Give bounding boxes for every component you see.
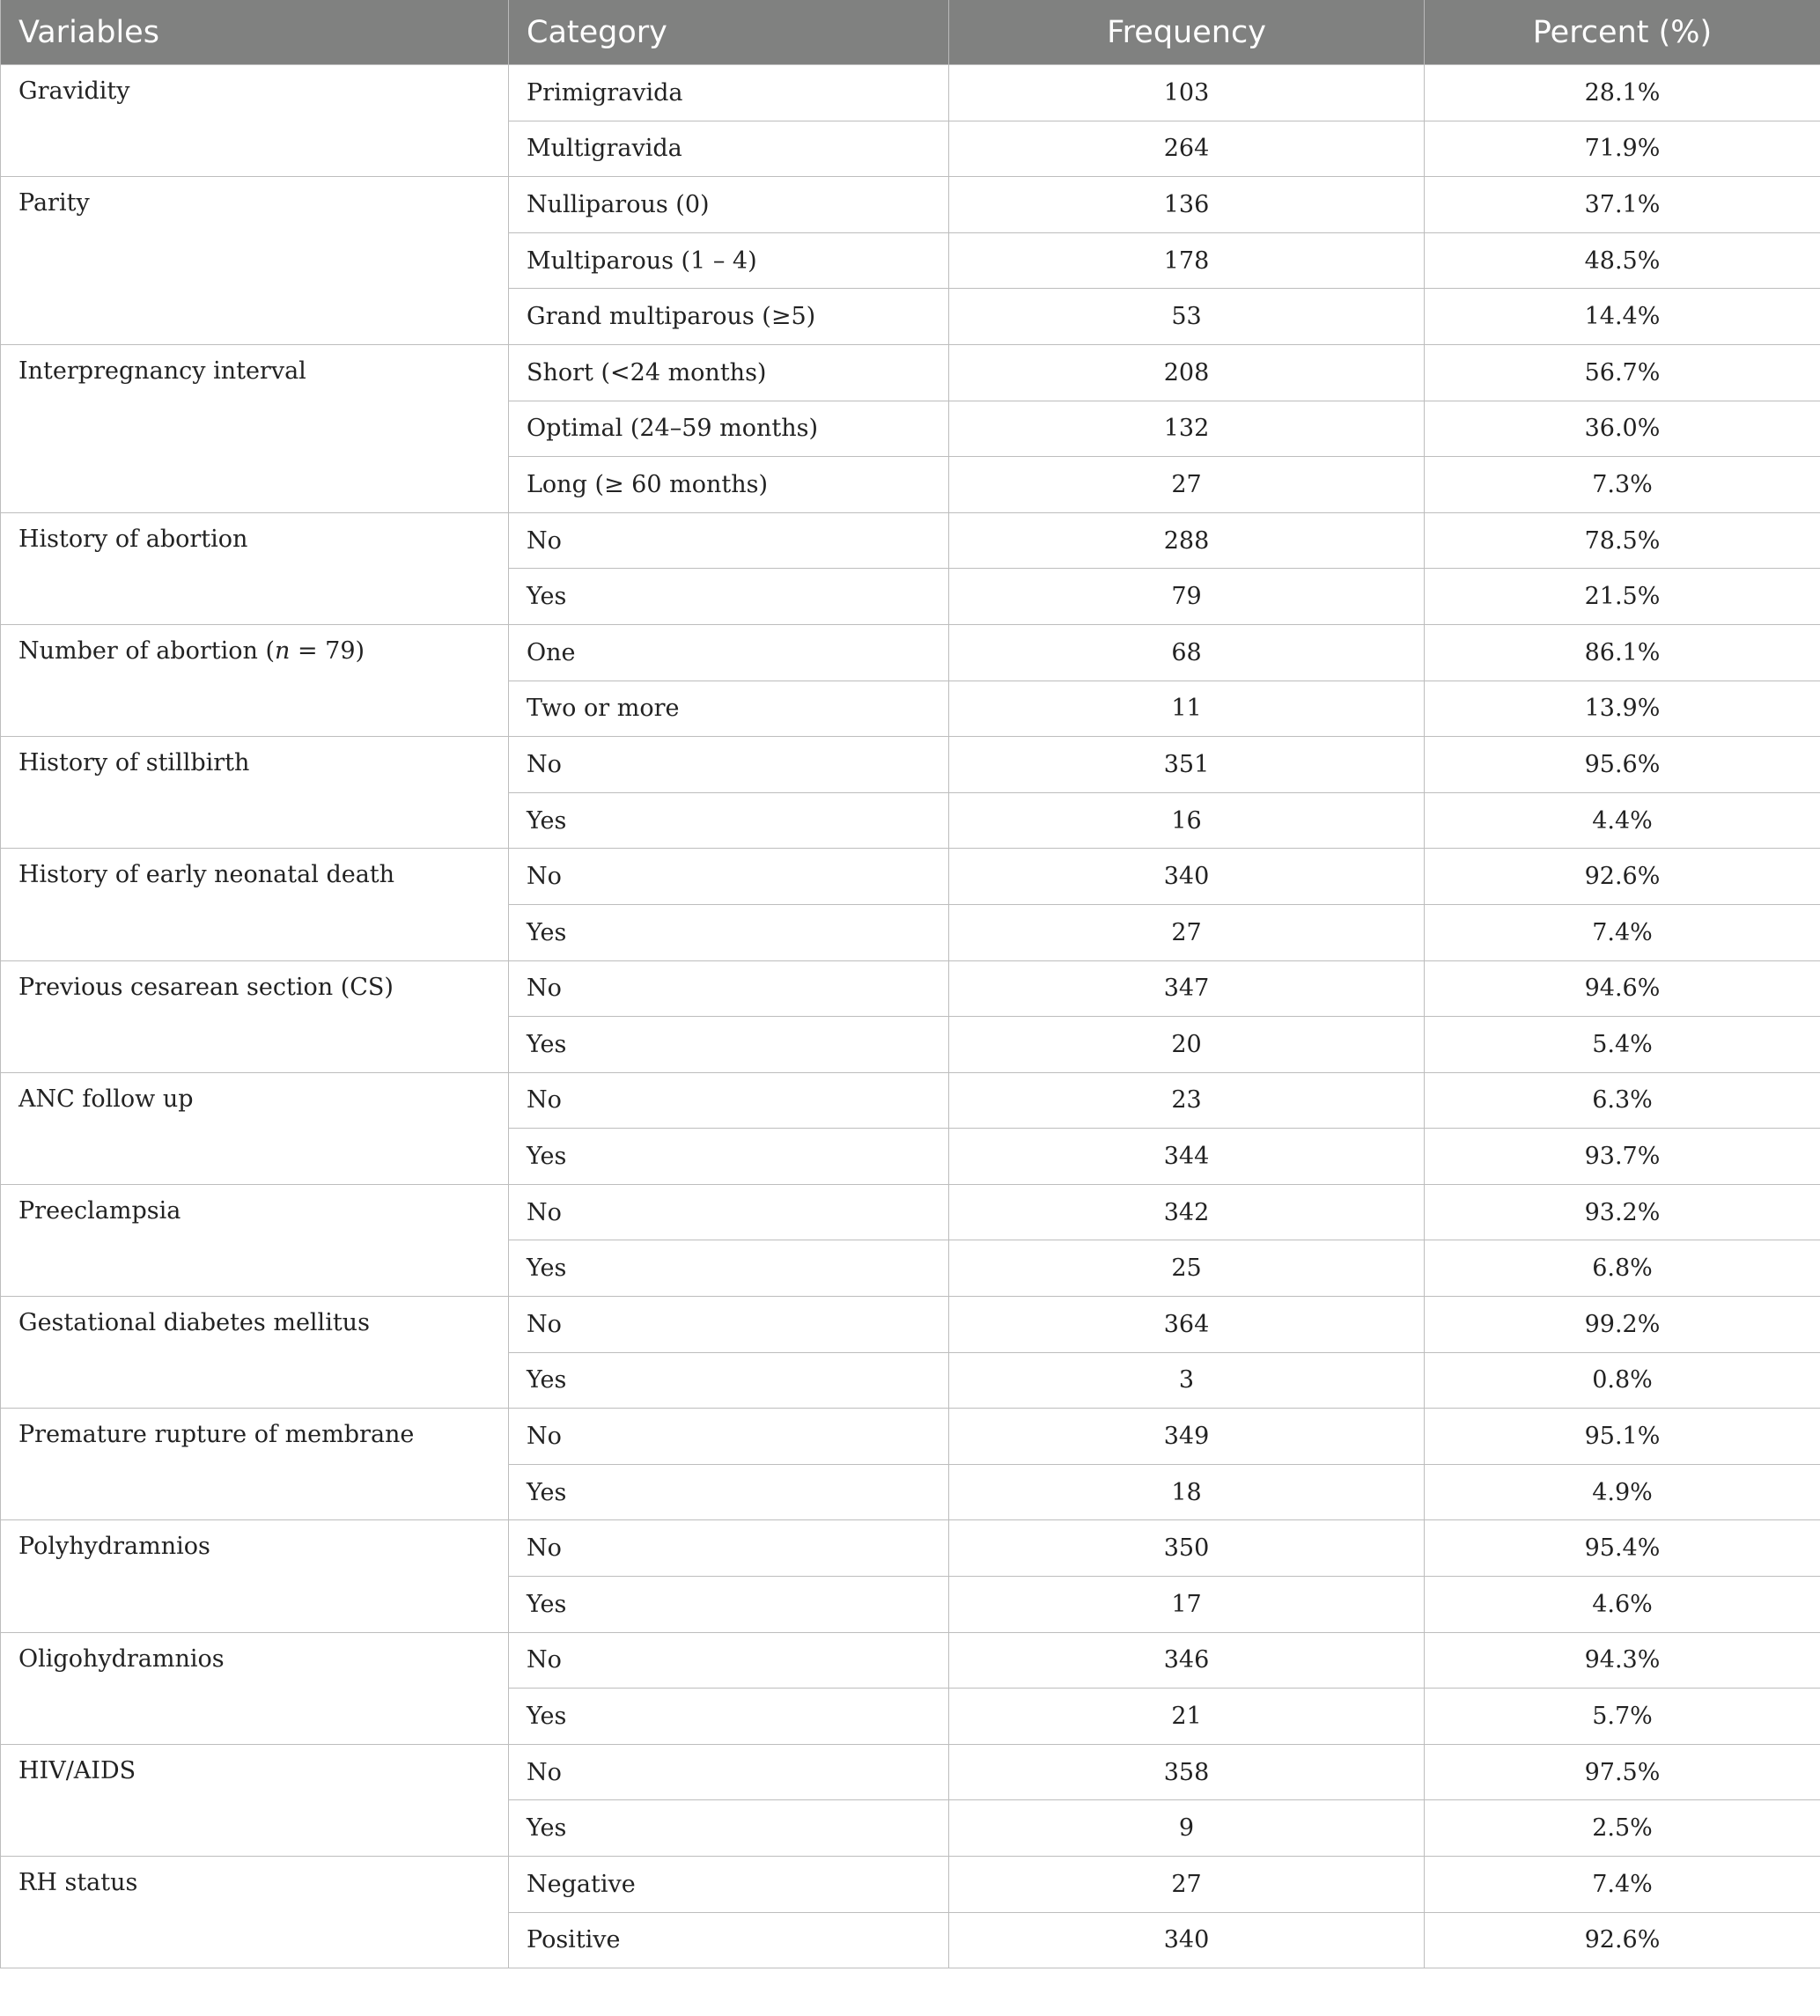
category-cell: No (509, 512, 949, 569)
table-row (1, 1072, 1820, 1129)
variable-cell: HIV/AIDS (1, 1744, 509, 1856)
header-row (1, 0, 1820, 65)
variable-cell: Gestational diabetes mellitus (1, 1297, 509, 1409)
percent-cell: 7.4% (1425, 1857, 1820, 1913)
percent-cell: 4.6% (1425, 1577, 1820, 1633)
variable-cell: History of stillbirth (1, 737, 509, 849)
frequency-cell: 364 (949, 1297, 1425, 1353)
frequency-cell: 178 (949, 232, 1425, 289)
frequency-cell: 103 (949, 65, 1425, 121)
variable-cell: Previous cesarean section (CS) (1, 960, 509, 1072)
variable-cell: History of abortion (1, 512, 509, 624)
percent-cell: 7.3% (1425, 457, 1820, 513)
table-row (1, 849, 1820, 905)
percent-cell: 94.6% (1425, 960, 1820, 1017)
frequency-cell: 27 (949, 1857, 1425, 1913)
variable-cell: Interpregnancy interval (1, 344, 509, 512)
table-row (1, 344, 1820, 401)
category-cell: No (509, 849, 949, 905)
variable-cell: RH status (1, 1857, 509, 1968)
frequency-cell: 25 (949, 1240, 1425, 1297)
frequency-cell: 11 (949, 681, 1425, 737)
percent-cell: 6.3% (1425, 1072, 1820, 1129)
frequency-cell: 18 (949, 1464, 1425, 1520)
category-cell: Yes (509, 1352, 949, 1409)
percent-cell: 48.5% (1425, 232, 1820, 289)
percent-cell: 95.4% (1425, 1520, 1820, 1577)
category-cell: No (509, 1632, 949, 1689)
frequency-cell: 79 (949, 569, 1425, 625)
percent-cell: 0.8% (1425, 1352, 1820, 1409)
category-cell: Yes (509, 1464, 949, 1520)
category-cell: No (509, 737, 949, 793)
table-row (1, 1857, 1820, 1913)
category-cell: No (509, 1072, 949, 1129)
variable-cell: Parity (1, 177, 509, 345)
variable-cell: Premature rupture of membrane (1, 1409, 509, 1520)
header-variables: Variables (1, 0, 509, 65)
frequency-cell: 350 (949, 1520, 1425, 1577)
frequency-cell: 132 (949, 401, 1425, 457)
table-row (1, 1409, 1820, 1465)
category-cell: Nulliparous (0) (509, 177, 949, 233)
percent-cell: 4.4% (1425, 792, 1820, 849)
variable-cell: Number of abortion (n = 79) (1, 624, 509, 736)
frequency-cell: 342 (949, 1184, 1425, 1240)
percent-cell: 97.5% (1425, 1744, 1820, 1800)
category-cell: Long (≥ 60 months) (509, 457, 949, 513)
category-cell: Multiparous (1 – 4) (509, 232, 949, 289)
percent-cell: 93.2% (1425, 1184, 1820, 1240)
category-cell: Negative (509, 1857, 949, 1913)
table-row (1, 1184, 1820, 1240)
frequency-cell: 351 (949, 737, 1425, 793)
table-row (1, 512, 1820, 569)
table-row (1, 960, 1820, 1017)
percent-cell: 95.1% (1425, 1409, 1820, 1465)
table-row (1, 737, 1820, 793)
category-cell: Yes (509, 1800, 949, 1857)
percent-cell: 92.6% (1425, 1912, 1820, 1968)
frequency-cell: 346 (949, 1632, 1425, 1689)
frequency-cell: 358 (949, 1744, 1425, 1800)
category-cell: Short (<24 months) (509, 344, 949, 401)
category-cell: Two or more (509, 681, 949, 737)
category-cell: No (509, 1297, 949, 1353)
percent-cell: 56.7% (1425, 344, 1820, 401)
category-cell: No (509, 1184, 949, 1240)
frequency-cell: 136 (949, 177, 1425, 233)
percent-cell: 93.7% (1425, 1129, 1820, 1185)
percent-cell: 37.1% (1425, 177, 1820, 233)
frequency-cell: 53 (949, 289, 1425, 345)
percent-cell: 99.2% (1425, 1297, 1820, 1353)
frequency-cell: 347 (949, 960, 1425, 1017)
category-cell: Yes (509, 1240, 949, 1297)
category-cell: Positive (509, 1912, 949, 1968)
category-cell: Optimal (24–59 months) (509, 401, 949, 457)
percent-cell: 78.5% (1425, 512, 1820, 569)
category-cell: No (509, 1409, 949, 1465)
category-cell: No (509, 960, 949, 1017)
table-row (1, 1297, 1820, 1353)
percent-cell: 95.6% (1425, 737, 1820, 793)
percent-cell: 5.4% (1425, 1017, 1820, 1073)
percent-cell: 7.4% (1425, 904, 1820, 960)
header-percent: Percent (%) (1425, 0, 1820, 65)
percent-cell: 94.3% (1425, 1632, 1820, 1689)
variable-cell: ANC follow up (1, 1072, 509, 1184)
category-cell: One (509, 624, 949, 681)
table-row (1, 177, 1820, 233)
table-row (1, 1744, 1820, 1800)
category-cell: No (509, 1520, 949, 1577)
table-header (1, 0, 1820, 65)
table-body (1, 65, 1820, 1968)
frequency-cell: 208 (949, 344, 1425, 401)
percent-cell: 28.1% (1425, 65, 1820, 121)
frequency-cell: 20 (949, 1017, 1425, 1073)
category-cell: Yes (509, 1577, 949, 1633)
frequency-cell: 264 (949, 121, 1425, 177)
percent-cell: 2.5% (1425, 1800, 1820, 1857)
category-cell: Yes (509, 904, 949, 960)
frequency-cell: 17 (949, 1577, 1425, 1633)
variable-cell: Preeclampsia (1, 1184, 509, 1296)
frequency-cell: 3 (949, 1352, 1425, 1409)
table-row (1, 65, 1820, 121)
category-cell: Grand multiparous (≥5) (509, 289, 949, 345)
percent-cell: 92.6% (1425, 849, 1820, 905)
category-cell: Yes (509, 1129, 949, 1185)
percent-cell: 6.8% (1425, 1240, 1820, 1297)
table-row (1, 1520, 1820, 1577)
frequency-cell: 288 (949, 512, 1425, 569)
variable-cell: Oligohydramnios (1, 1632, 509, 1744)
frequency-cell: 340 (949, 1912, 1425, 1968)
variable-cell: History of early neonatal death (1, 849, 509, 960)
frequency-cell: 23 (949, 1072, 1425, 1129)
frequency-cell: 349 (949, 1409, 1425, 1465)
table-row (1, 1632, 1820, 1689)
percent-cell: 21.5% (1425, 569, 1820, 625)
table-row (1, 624, 1820, 681)
frequency-cell: 344 (949, 1129, 1425, 1185)
frequency-cell: 68 (949, 624, 1425, 681)
percent-cell: 36.0% (1425, 401, 1820, 457)
frequency-cell: 340 (949, 849, 1425, 905)
percent-cell: 4.9% (1425, 1464, 1820, 1520)
category-cell: Yes (509, 1017, 949, 1073)
variable-cell: Gravidity (1, 65, 509, 177)
frequency-cell: 27 (949, 904, 1425, 960)
category-cell: Yes (509, 1689, 949, 1745)
percent-cell: 86.1% (1425, 624, 1820, 681)
frequency-cell: 21 (949, 1689, 1425, 1745)
category-cell: Primigravida (509, 65, 949, 121)
category-cell: Multigravida (509, 121, 949, 177)
percent-cell: 14.4% (1425, 289, 1820, 345)
category-cell: Yes (509, 569, 949, 625)
percent-cell: 5.7% (1425, 1689, 1820, 1745)
header-frequency: Frequency (949, 0, 1425, 65)
category-cell: No (509, 1744, 949, 1800)
variable-cell: Polyhydramnios (1, 1520, 509, 1632)
frequency-cell: 16 (949, 792, 1425, 849)
percent-cell: 71.9% (1425, 121, 1820, 177)
frequency-cell: 27 (949, 457, 1425, 513)
category-cell: Yes (509, 792, 949, 849)
header-category: Category (509, 0, 949, 65)
frequency-cell: 9 (949, 1800, 1425, 1857)
percent-cell: 13.9% (1425, 681, 1820, 737)
